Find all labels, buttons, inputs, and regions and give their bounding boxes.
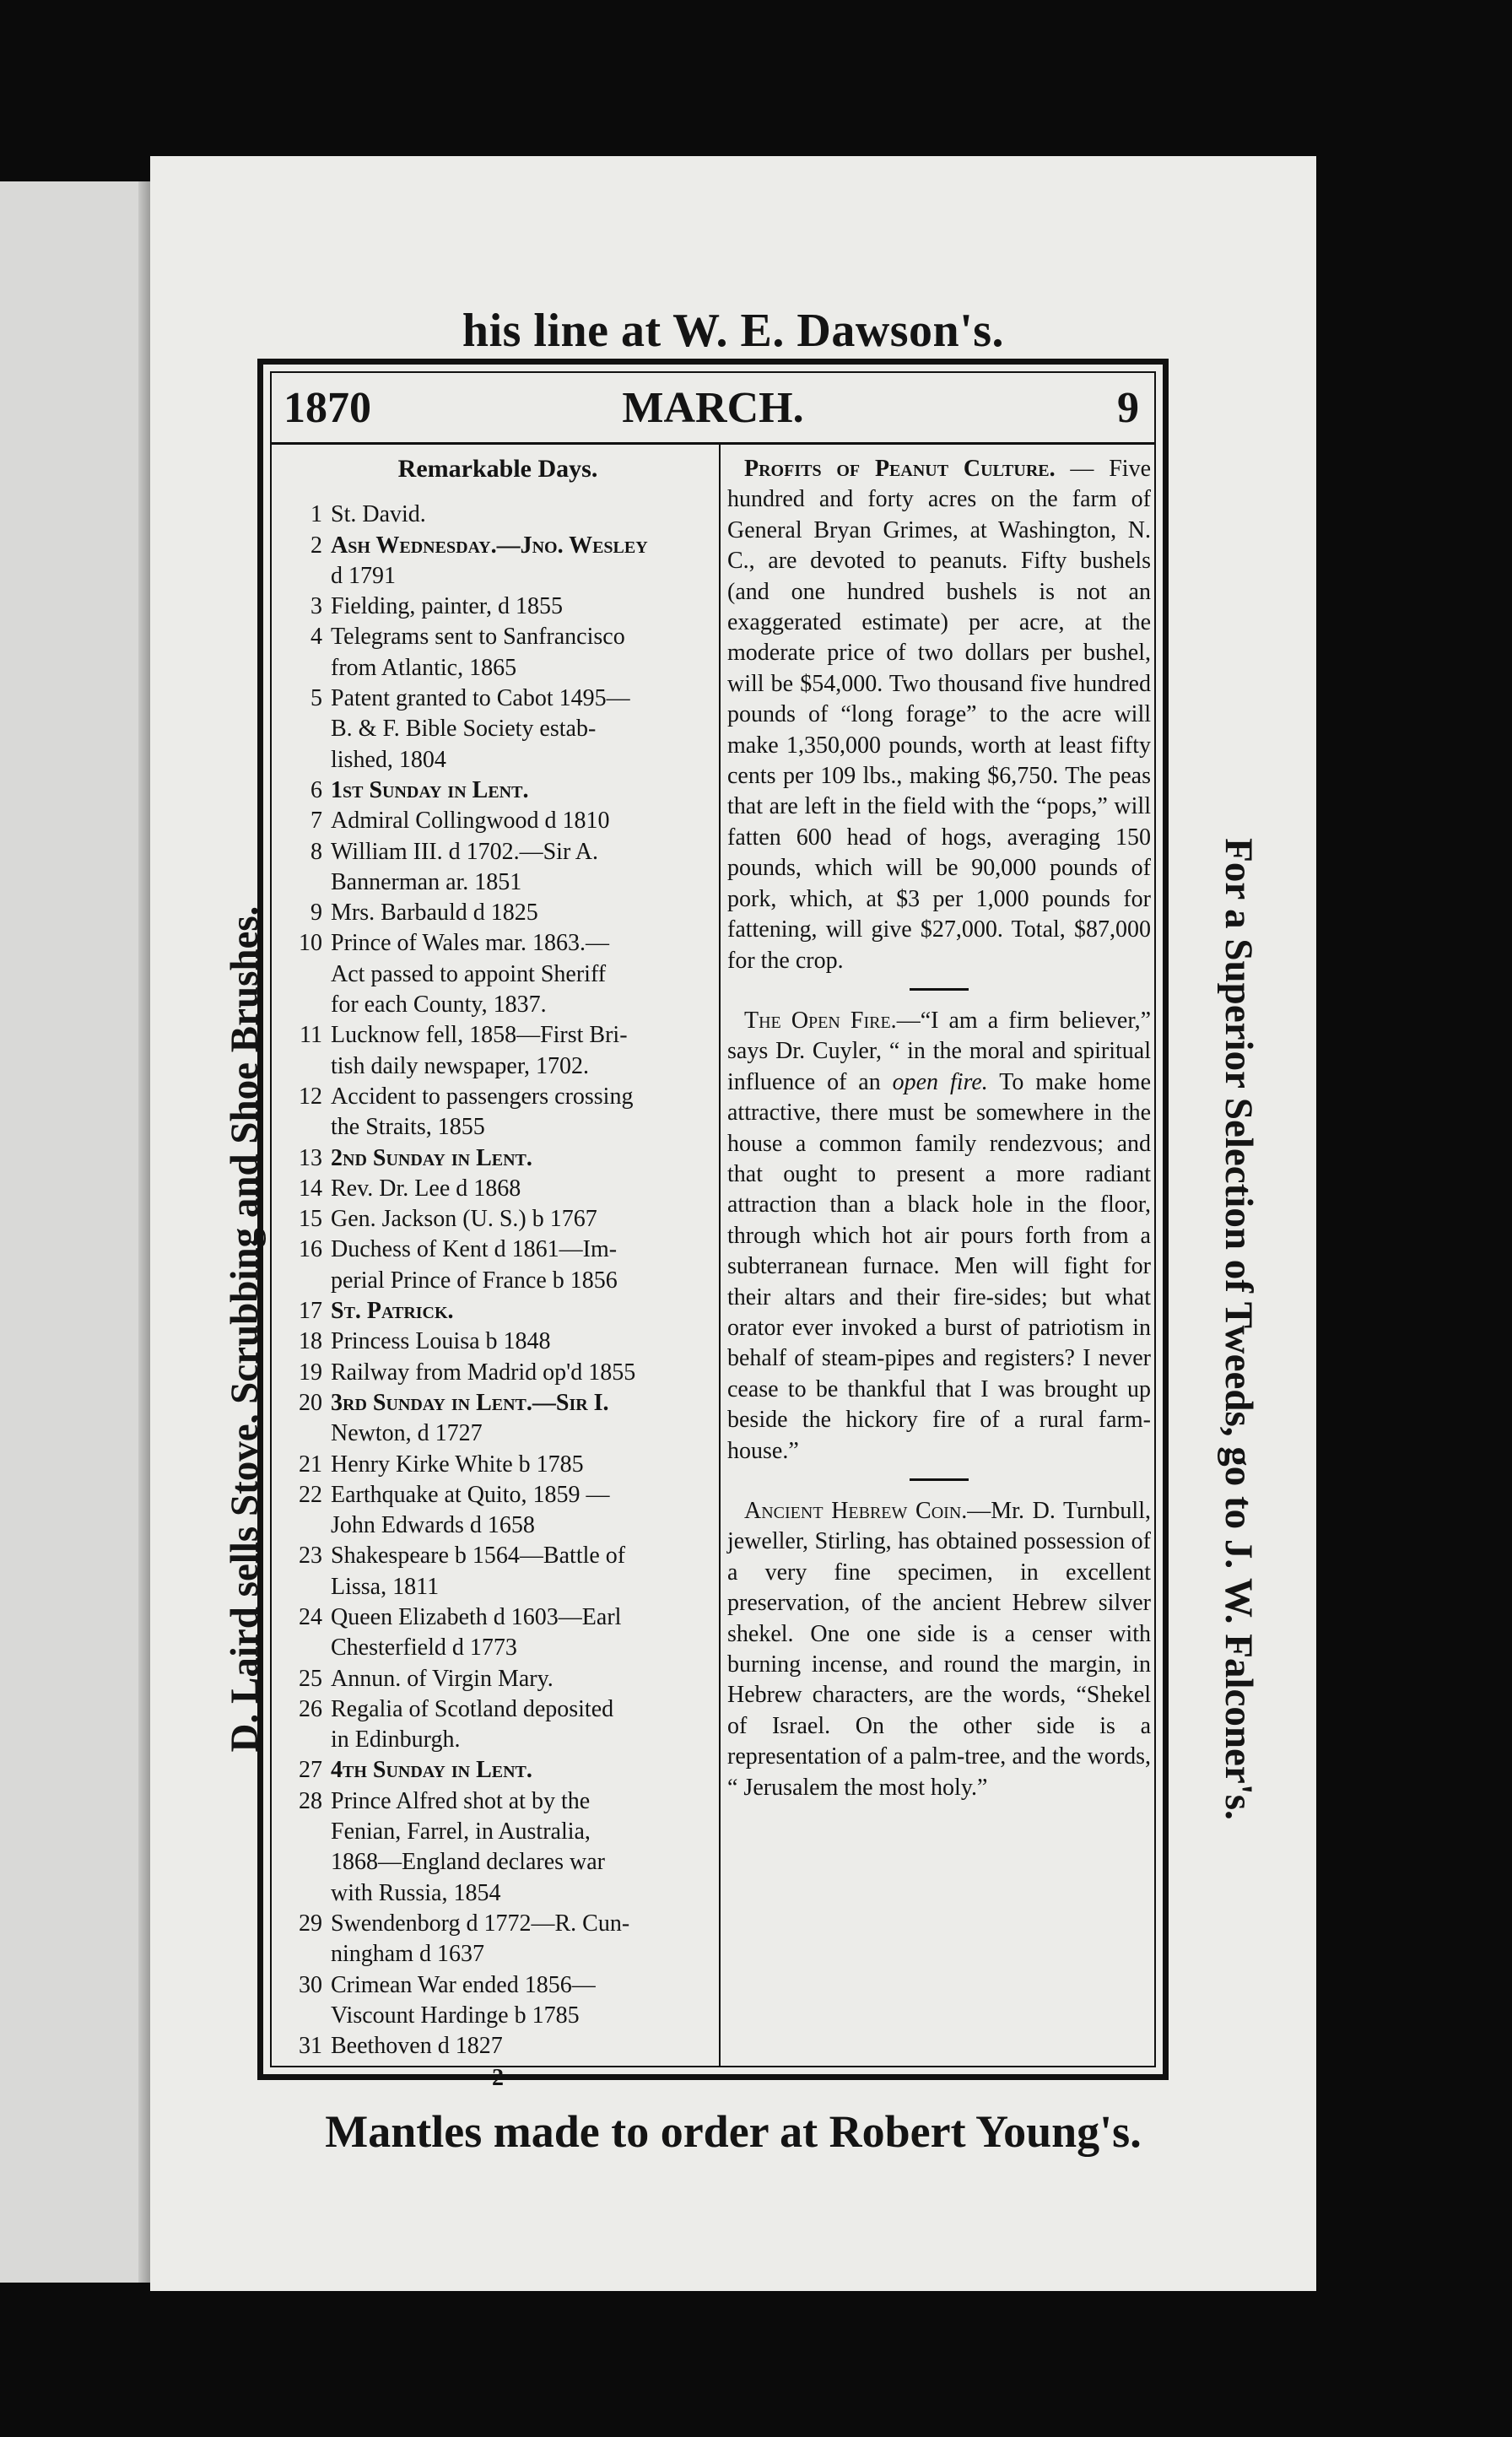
day-line: St. David. (331, 501, 426, 528)
day-entry (284, 500, 712, 530)
day-number: 19 (299, 1359, 322, 1386)
day-text (331, 806, 712, 836)
day-number: 21 (299, 1451, 322, 1478)
day-line: 1st Sunday in Lent. (331, 776, 529, 803)
remarkable-days-list (284, 500, 712, 2061)
day-entry (284, 1602, 712, 1664)
right-advertisement: For a Superior Selection of Tweeds, go to J. W. Falconer's. (1217, 838, 1261, 1820)
article-body: — Five hundred and forty acres on the farm of General Bryan Grimes, at Washington, N. C., are devoted to peanuts. Fifty bushels (and one hundred bushels is not an exaggerated estimate) per acre, at the moderate price of two dollars per bushel, will be $54,000. Two thousand five hundred pounds of “long forage” to the acre will make 1,350,000 pounds, worth at least fifty cents per 109 lbs., making $6,750. The peas that are left in the field with the “pops,” will fatten 600 head of hogs, averaging 150 pounds, which will be 90,000 pounds of pork, which, at $3 per 1,000 pounds for fattening, will give $27,000. Total, $87,000 for the crop. (727, 456, 1152, 974)
day-entry (284, 898, 712, 928)
day-entry (284, 1327, 712, 1357)
day-text (331, 1296, 712, 1327)
day-line: Regalia of Scotland deposited (331, 1695, 614, 1722)
bottom-advertisement: Mantles made to order at Robert Young's. (325, 2106, 1142, 2157)
day-line: Act passed to appoint Sheriff (331, 960, 607, 987)
day-entry (284, 806, 712, 836)
day-text (331, 775, 712, 806)
day-number: 26 (299, 1695, 322, 1722)
day-text (331, 1909, 712, 1970)
article-body: —“I am a firm believer,” says Dr. Cuyler, “ in the moral and spiritual influence of an (727, 1007, 1151, 1095)
day-entry (284, 1970, 712, 2032)
day-entry (284, 1786, 712, 1909)
day-number: 7 (310, 808, 322, 835)
day-number: 24 (299, 1603, 322, 1630)
day-line: Railway from Madrid op'd 1855 (331, 1359, 636, 1386)
day-line: Bannerman ar. 1851 (331, 868, 522, 895)
day-text (331, 500, 712, 530)
day-entry (284, 1450, 712, 1480)
remarkable-days-column (284, 454, 712, 2094)
day-entry (284, 684, 712, 775)
day-entry (284, 1480, 712, 1542)
day-line: 3rd Sunday in Lent.—Sir I. (331, 1389, 609, 1416)
day-number: 16 (299, 1236, 322, 1263)
day-line: perial Prince of France b 1856 (331, 1267, 618, 1294)
left-page-edge (0, 181, 150, 2283)
day-entry (284, 531, 712, 592)
day-text (331, 1327, 712, 1357)
day-text (331, 1970, 712, 2032)
article-peanut-culture (727, 454, 1151, 976)
almanac-page (150, 156, 1316, 2291)
left-advertisement: D. Laird sells Stove, Scrubbing and Shoe Brushes. (223, 905, 267, 1753)
day-number: 2 (310, 532, 322, 559)
day-line: Telegrams sent to Sanfrancisco (331, 624, 625, 651)
day-line: Fenian, Farrel, in Australia, (331, 1818, 591, 1845)
day-text (331, 1388, 712, 1450)
day-line: Rev. Dr. Lee d 1868 (331, 1175, 521, 1202)
day-text (331, 1174, 712, 1204)
day-line: Lucknow fell, 1858—First Bri- (331, 1022, 628, 1049)
day-entry (284, 775, 712, 806)
day-entry (284, 1358, 712, 1388)
day-text (331, 1450, 712, 1480)
day-number: 12 (299, 1083, 322, 1110)
signature-mark: 2 (492, 2065, 504, 2092)
day-line: Swendenborg d 1772—R. Cun- (331, 1910, 630, 1937)
day-number: 1 (310, 501, 322, 528)
day-line: 1868—England declares war (331, 1849, 605, 1876)
day-line: Annun. of Virgin Mary. (331, 1665, 554, 1692)
day-entry (284, 592, 712, 622)
day-line: tish daily newspaper, 1702. (331, 1052, 590, 1079)
day-line: 4th Sunday in Lent. (331, 1757, 532, 1784)
day-number: 13 (299, 1144, 322, 1171)
day-line: Duchess of Kent d 1861—Im- (331, 1236, 618, 1263)
articles-column (727, 454, 1151, 1803)
day-number: 31 (299, 2033, 322, 2060)
day-entry (284, 1082, 712, 1143)
day-text (331, 1480, 712, 1542)
day-line: Viscount Hardinge b 1785 (331, 2002, 580, 2029)
calendar-frame (257, 359, 1169, 2092)
day-line: Accident to passengers crossing (331, 1083, 634, 1110)
day-number: 5 (310, 685, 322, 712)
article-separator (910, 1478, 969, 1481)
day-text (331, 1204, 712, 1235)
day-text (331, 531, 712, 592)
column-divider (719, 442, 721, 2066)
day-entry (284, 1204, 712, 1235)
day-number: 9 (310, 900, 322, 927)
day-number: 25 (299, 1665, 322, 1692)
day-entry (284, 1020, 712, 1082)
day-number: 30 (299, 1971, 322, 1998)
header-year: 1870 (284, 384, 371, 432)
day-line: Shakespeare b 1564—Battle of (331, 1543, 626, 1570)
day-text (331, 1020, 712, 1082)
day-text (331, 1358, 712, 1388)
day-line: Beethoven d 1827 (331, 2033, 503, 2060)
day-number: 3 (310, 593, 322, 620)
day-text (331, 622, 712, 684)
day-text (331, 1755, 712, 1786)
day-entry (284, 837, 712, 899)
day-text (331, 1602, 712, 1664)
day-text (331, 898, 712, 928)
day-line: in Edinburgh. (331, 1726, 461, 1753)
day-entry (284, 2031, 712, 2061)
day-number: 27 (299, 1757, 322, 1784)
day-line: Chesterfield d 1773 (331, 1635, 517, 1662)
calendar-inner-frame (270, 371, 1156, 2092)
day-line: John Edwards d 1658 (331, 1512, 535, 1539)
day-text (331, 1143, 712, 1174)
day-line: Queen Elizabeth d 1603—Earl (331, 1603, 622, 1630)
day-text (331, 592, 712, 622)
article-open-fire (727, 1006, 1151, 1467)
day-entry (284, 928, 712, 1020)
day-text (331, 1082, 712, 1143)
day-entry (284, 1388, 712, 1450)
day-number: 18 (299, 1328, 322, 1355)
day-text (331, 2031, 712, 2061)
day-number: 8 (310, 838, 322, 865)
day-line: Mrs. Barbauld d 1825 (331, 900, 538, 927)
header-page-number: 9 (1117, 384, 1139, 432)
article-hebrew-coin (727, 1496, 1151, 1803)
article-body: —Mr. D. Turnbull, jeweller, Stirling, has obtained possession of a very fine specimen, in excellent preservation, of the ancient Hebrew silver shekel. One one side is a censer with burning incense, and round the margin, in Hebrew characters, are the words, “Shekel of Israel. On the other side is a representation of a palm-tree, and the words, “ Jerusalem the most holy.” (727, 1498, 1151, 1801)
page-spine (138, 181, 150, 2283)
day-number: 10 (299, 930, 322, 957)
day-number: 29 (299, 1910, 322, 1937)
day-number: 20 (299, 1389, 322, 1416)
day-line: Patent granted to Cabot 1495— (331, 685, 630, 712)
article-body: To make home attractive, there must be somewhere in the house a common family rendezvous; and that ought to present a more radiant attraction than a black hole in the floor, through which hot air pours forth from a subterranean furnace. Men will fight for their altars and their fire-sides; but what orator ever invoked a burst of patriotism in behalf of steam-pipes and registers? I never cease to be thankful that I was brought up beside the hickory fire of a rural farm-house.” (727, 1068, 1152, 1464)
day-number: 15 (299, 1206, 322, 1233)
day-text (331, 1235, 712, 1296)
day-number: 22 (299, 1481, 322, 1508)
day-line: Princess Louisa b 1848 (331, 1328, 551, 1355)
day-entry (284, 622, 712, 684)
day-line: Prince of Wales mar. 1863.— (331, 930, 610, 957)
article-italic-text: open fire. (892, 1068, 988, 1095)
day-number: 17 (299, 1298, 322, 1325)
day-entry (284, 1143, 712, 1174)
article-title: Ancient Hebrew Coin. (744, 1498, 968, 1524)
article-title: Profits of Peanut Culture. (744, 456, 1056, 482)
day-entry (284, 1664, 712, 1694)
day-line: for each County, 1837. (331, 992, 547, 1019)
day-line: Gen. Jackson (U. S.) b 1767 (331, 1206, 597, 1233)
top-advertisement: his line at W. E. Dawson's. (462, 305, 1005, 357)
remarkable-days-heading: Remarkable Days. (397, 455, 598, 483)
day-line: 2nd Sunday in Lent. (331, 1144, 532, 1171)
day-text (331, 928, 712, 1020)
day-line: d 1791 (331, 562, 396, 589)
page-header (272, 373, 1154, 445)
day-line: lished, 1804 (331, 746, 446, 773)
day-text (331, 684, 712, 775)
day-line: Henry Kirke White b 1785 (331, 1451, 584, 1478)
day-entry (284, 1755, 712, 1786)
day-line: Admiral Collingwood d 1810 (331, 808, 610, 835)
day-line: the Straits, 1855 (331, 1114, 485, 1141)
day-line: Lissa, 1811 (331, 1573, 440, 1600)
day-line: Crimean War ended 1856— (331, 1971, 596, 1998)
day-line: Earthquake at Quito, 1859 — (331, 1481, 610, 1508)
day-text (331, 1664, 712, 1694)
day-line: from Atlantic, 1865 (331, 654, 517, 681)
day-line: Prince Alfred shot at by the (331, 1787, 591, 1814)
day-line: ningham d 1637 (331, 1941, 484, 1968)
article-title: The Open Fire. (744, 1007, 897, 1034)
article-separator (910, 988, 969, 991)
day-line: B. & F. Bible Society estab- (331, 716, 597, 743)
day-entry (284, 1174, 712, 1204)
day-text (331, 1786, 712, 1909)
day-line: St. Patrick. (331, 1298, 454, 1325)
day-line: Ash Wednesday.—Jno. Wesley (331, 532, 648, 559)
header-month: MARCH. (622, 384, 804, 432)
day-line: William III. d 1702.—Sir A. (331, 838, 598, 865)
day-number: 23 (299, 1543, 322, 1570)
day-line: Fielding, painter, d 1855 (331, 593, 563, 620)
day-entry (284, 1909, 712, 1970)
day-number: 28 (299, 1787, 322, 1814)
day-text (331, 1541, 712, 1602)
day-line: with Russia, 1854 (331, 1879, 501, 1906)
day-entry (284, 1235, 712, 1296)
day-number: 6 (310, 776, 322, 803)
day-entry (284, 1541, 712, 1602)
day-number: 14 (299, 1175, 322, 1202)
day-number: 4 (310, 624, 322, 651)
day-entry (284, 1296, 712, 1327)
day-entry (284, 1694, 712, 1756)
day-line: Newton, d 1727 (331, 1420, 483, 1447)
day-text (331, 1694, 712, 1756)
day-text (331, 837, 712, 899)
day-number: 11 (300, 1022, 322, 1049)
